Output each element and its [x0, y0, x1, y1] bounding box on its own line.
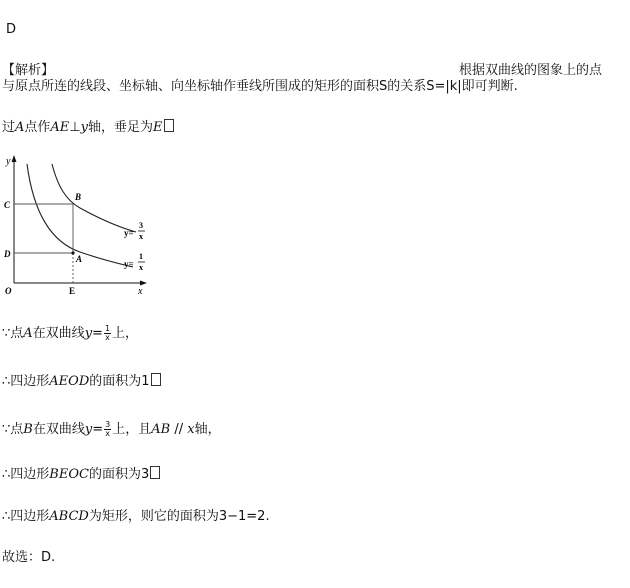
step-6: ∴四边形ABCD为矩形，则它的面积为3−1=2.	[2, 509, 270, 524]
y-axis-arrow	[12, 155, 17, 162]
step-4: ∵点B在双曲线y= $\frac{3}{x}$ 上，且AB // x轴，	[2, 420, 221, 438]
answer-letter: D	[6, 22, 17, 37]
curve-y-3-over-x	[52, 164, 136, 232]
step-3: ∴四边形AEOD的面积为1	[2, 373, 161, 390]
point-B-label: B	[75, 192, 82, 202]
placeholder-box	[164, 119, 174, 132]
hyperbola-graph	[0, 152, 160, 294]
point-A-dot	[71, 251, 74, 254]
point-C-label: C	[4, 200, 11, 210]
analysis-text-right: 根据双曲线的图象上的点	[459, 63, 603, 78]
curve-y-1-over-x	[27, 164, 133, 267]
point-A-label: A	[76, 254, 83, 264]
point-E-label: E	[69, 286, 76, 294]
analysis-text-line2: 与原点所连的线段、坐标轴、向坐标轴作垂线所围成的矩形的面积S的关系S=|k|即可判断.	[2, 79, 518, 94]
origin-label: O	[5, 286, 12, 294]
placeholder-box	[150, 466, 160, 479]
y-axis-label: y	[6, 156, 11, 167]
curve1-num: 3	[139, 221, 143, 230]
curve2-num: 1	[139, 252, 143, 261]
fraction-1-over-x: $\frac{1}{x}$	[104, 324, 111, 342]
curve1-den: x	[139, 232, 143, 241]
x-axis-arrow	[140, 281, 147, 286]
curve2-lhs: y=	[124, 259, 134, 269]
point-D-label: D	[4, 249, 11, 259]
step-1: 过A点作AE⊥y轴，垂足为E	[2, 119, 174, 136]
step-2: ∵点A在双曲线y= $\frac{1}{x}$ 上，	[2, 324, 139, 342]
curve2-den: x	[139, 263, 143, 272]
step-5: ∴四边形BEOC的面积为3	[2, 466, 160, 483]
placeholder-box	[151, 373, 161, 386]
fraction-3-over-x: $\frac{3}{x}$	[105, 420, 111, 438]
analysis-heading: 【解析】	[2, 63, 55, 78]
x-axis-label: x	[138, 286, 143, 294]
curve1-lhs: y=	[124, 228, 134, 238]
conclusion: 故选：D.	[2, 550, 56, 565]
